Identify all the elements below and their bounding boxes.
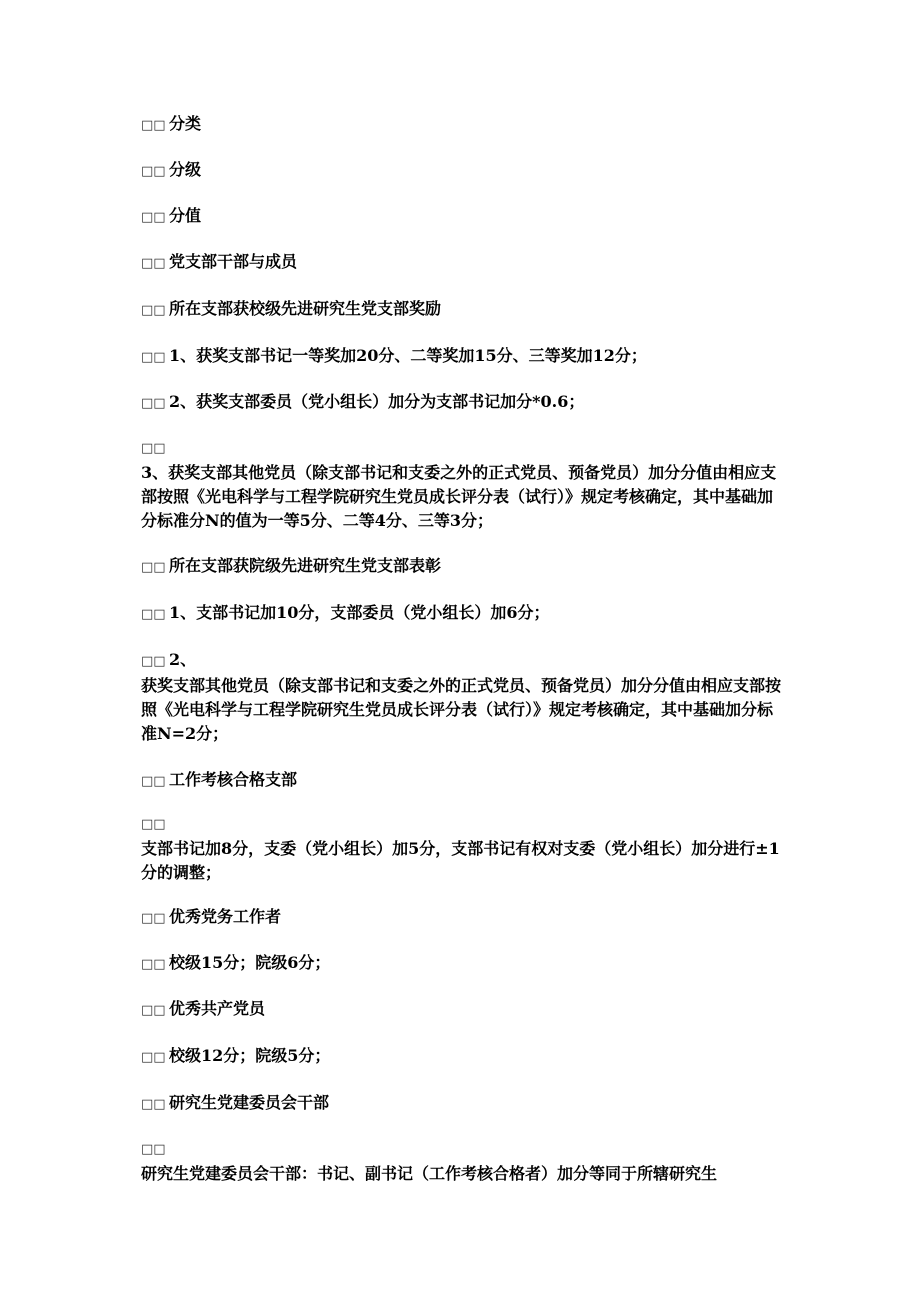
indent-marker: □□ — [141, 957, 166, 972]
indent-marker: □□ — [141, 1142, 166, 1157]
indent-marker: □□ — [141, 118, 166, 133]
indent-marker: □□ — [141, 774, 166, 789]
paragraph-school-award-item-2: □□ 2、获奖支部委员（党小组长）加分为支部书记加分*0.6； — [141, 390, 781, 416]
indent-marker: □□ — [141, 911, 166, 926]
indent-marker: □□ — [141, 654, 166, 669]
indent-marker: □□ — [141, 441, 166, 456]
indent-marker: □□ — [141, 303, 166, 318]
indent-marker: □□ — [141, 396, 166, 411]
paragraph-college-award: □□ 所在支部获院级先进研究生党支部表彰 — [141, 554, 781, 580]
paragraph-qualified-branch-detail: □□ 支部书记加8分，支委（党小组长）加5分，支部书记有权对支委（党小组长）加分进行±1分的调整； — [141, 813, 781, 885]
paragraph-party-committee-cadres-detail: □□ 研究生党建委员会干部：书记、副书记（工作考核合格者）加分等同于所辖研究生 — [141, 1138, 781, 1186]
indent-marker: □□ — [141, 1003, 166, 1018]
paragraph-excellent-party-worker: □□ 优秀党务工作者 — [141, 905, 781, 931]
paragraph-score: □□ 分值 — [141, 204, 781, 230]
paragraph-excellent-member-scores: □□ 校级12分；院级5分； — [141, 1044, 781, 1070]
indent-marker: □□ — [141, 817, 166, 832]
paragraph-college-award-item-2: □□ 2、 获奖支部其他党员（除支部书记和支委之外的正式党员、预备党员）加分分值由相应支部按照《光电科学与工程学院研究生党员成长评分表（试行）》规定考核确定，其中基础加分标准N=2分； — [141, 650, 782, 743]
indent-marker: □□ — [141, 256, 166, 271]
paragraph-party-committee-cadres: □□ 研究生党建委员会干部 — [141, 1091, 781, 1117]
paragraph-school-award: □□ 所在支部获校级先进研究生党支部奖励 — [141, 297, 781, 323]
indent-marker: □□ — [141, 560, 166, 575]
paragraph-school-award-item-3: □□ 3、获奖支部其他党员（除支部书记和支委之外的正式党员、预备党员）加分分值由相应支部按照《光电科学与工程学院研究生党员成长评分表（试行）》规定考核确定，其中基础加分标准分N的值为一等5分、二等4分、三等3分； — [141, 437, 781, 533]
indent-marker: □□ — [141, 607, 166, 622]
indent-marker: □□ — [141, 1097, 166, 1112]
indent-marker: □□ — [141, 164, 166, 179]
paragraph-college-award-item-1: □□ 1、支部书记加10分，支部委员（党小组长）加6分； — [141, 601, 781, 627]
indent-marker: □□ — [141, 1050, 166, 1065]
paragraph-party-worker-scores: □□ 校级15分；院级6分； — [141, 951, 781, 977]
indent-marker: □□ — [141, 350, 166, 365]
indent-marker: □□ — [141, 210, 166, 225]
paragraph-excellent-member: □□ 优秀共产党员 — [141, 997, 781, 1023]
paragraph-qualified-branch: □□ 工作考核合格支部 — [141, 768, 781, 794]
paragraph-school-award-item-1: □□ 1、获奖支部书记一等奖加20分、二等奖加15分、三等奖加12分； — [141, 344, 781, 370]
paragraph-branch-cadres: □□ 党支部干部与成员 — [141, 250, 781, 276]
paragraph-level: □□ 分级 — [141, 158, 781, 184]
paragraph-category: □□ 分类 — [141, 112, 781, 138]
